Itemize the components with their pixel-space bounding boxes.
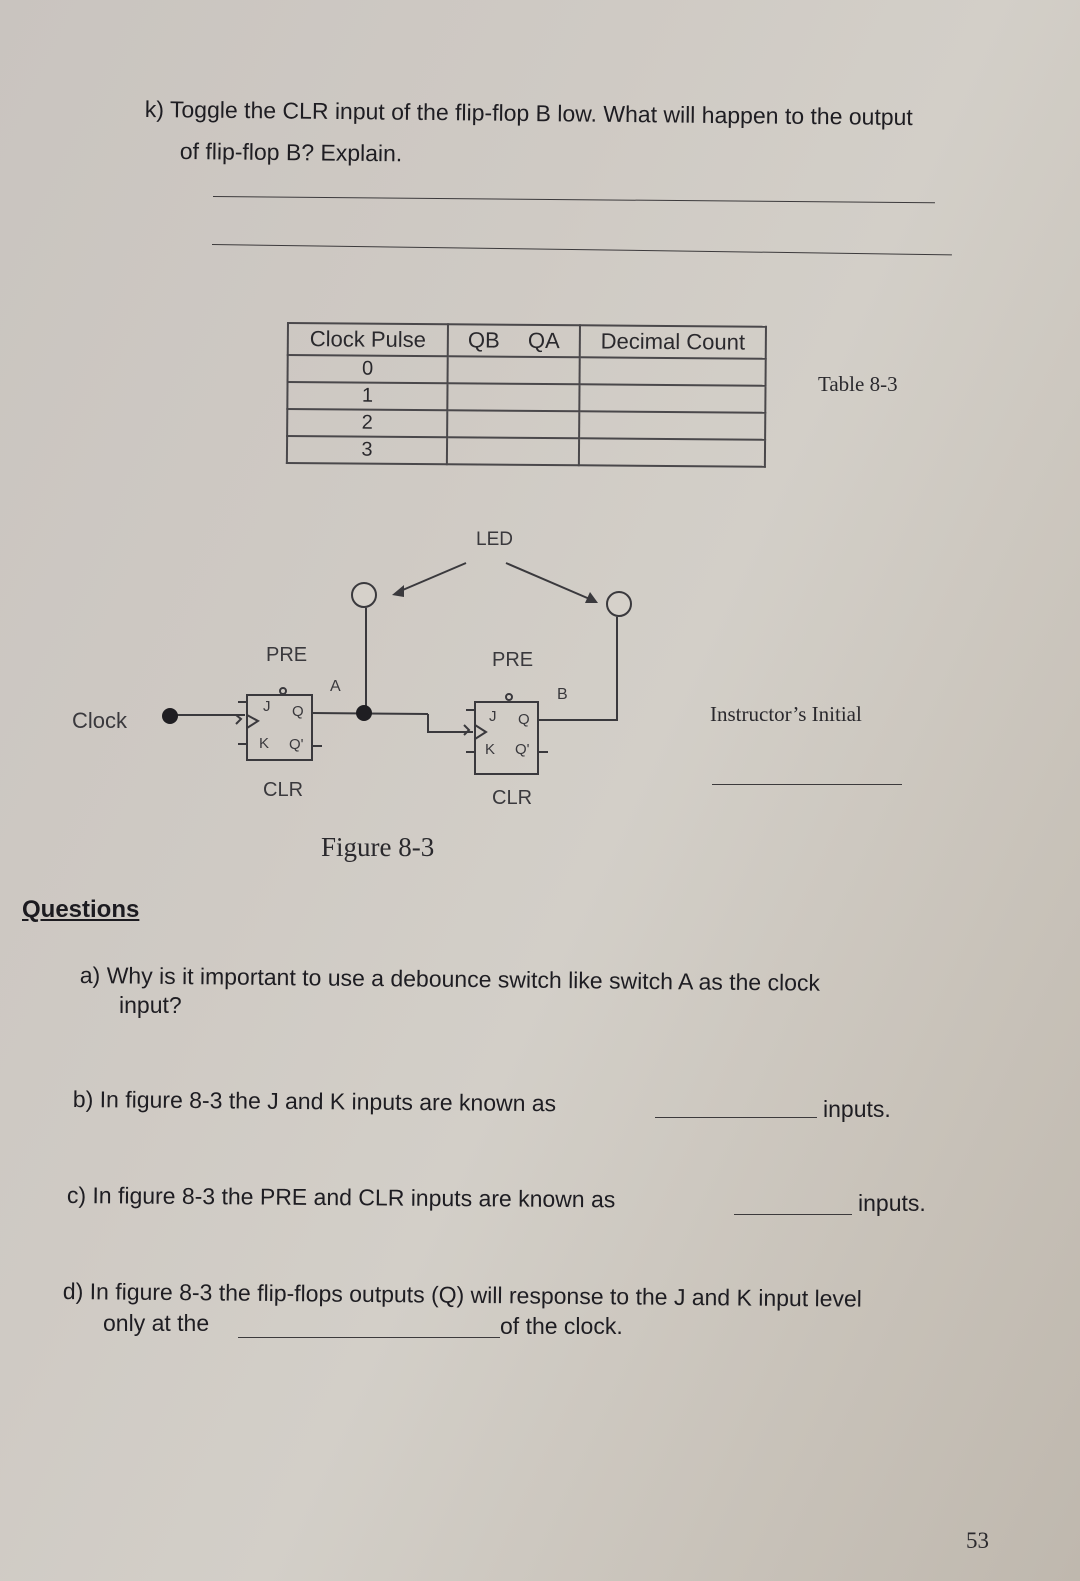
question-b-text: b) In figure 8-3 the J and K inputs are known as <box>72 1085 557 1117</box>
questions-heading: Questions <box>22 896 140 923</box>
led-arrow-right <box>506 563 592 600</box>
page-number: 53 <box>966 1528 989 1553</box>
header-decimal-count: Decimal Count <box>580 325 766 358</box>
ffb-name-label: B <box>557 686 568 703</box>
ffb-pre-label: PRE <box>492 649 534 671</box>
led-b-icon <box>607 592 631 616</box>
led-arrow-left <box>398 563 466 592</box>
header-qa: QA <box>527 327 560 354</box>
ffb-k-label: K <box>485 741 496 758</box>
ffb-q-label: Q <box>518 711 530 728</box>
table-row <box>288 355 766 386</box>
table-row <box>287 436 765 467</box>
question-k-line2: of flip-flop B? Explain. <box>179 137 403 167</box>
decimal-count-cell[interactable] <box>580 357 766 385</box>
question-a-line1: a) Why is it important to use a debounce switch like switch A as the clock <box>79 961 821 996</box>
ffa-k-label: K <box>259 735 270 752</box>
ffb-clr-label: CLR <box>492 787 533 809</box>
header-qb-qa <box>448 324 580 357</box>
answer-blank-d[interactable] <box>238 1337 500 1338</box>
figure-caption: Figure 8-3 <box>321 832 435 862</box>
instructor-initial-line[interactable] <box>712 784 902 785</box>
answer-line-k-2[interactable] <box>212 244 952 255</box>
clock-pulse-cell: 2 <box>287 409 447 437</box>
question-b-suffix: inputs. <box>823 1096 891 1122</box>
led-arrow-left-head <box>392 585 404 597</box>
ffa-name-label: A <box>330 678 341 695</box>
circuit-diagram <box>0 520 1080 840</box>
clock-input-dot <box>162 708 178 724</box>
qb-qa-cell[interactable] <box>447 410 579 438</box>
decimal-count-cell[interactable] <box>579 438 765 466</box>
ffa-q-label: Q <box>292 703 304 720</box>
question-d-line1: d) In figure 8-3 the flip-flops outputs (Q) will response to the J and K input level <box>62 1277 862 1312</box>
question-a-line2: input? <box>119 992 182 1018</box>
decimal-count-cell[interactable] <box>579 384 765 412</box>
question-d-suffix: of the clock. <box>500 1313 623 1339</box>
decimal-count-cell[interactable] <box>579 411 765 439</box>
junction-dot <box>356 705 372 721</box>
clock-pulse-cell: 1 <box>287 382 447 410</box>
qb-qa-cell[interactable] <box>447 383 579 411</box>
header-qb: QB <box>467 327 500 353</box>
led-a-icon <box>352 583 376 607</box>
clock-label: Clock <box>72 708 128 733</box>
header-clock-pulse: Clock Pulse <box>288 323 448 356</box>
ffa-pre-label: PRE <box>266 644 308 666</box>
qa-to-ffb-wire-2 <box>428 714 473 732</box>
ffa-qbar-label: Q' <box>289 736 304 753</box>
instructor-initial-label: Instructor’s Initial <box>710 702 862 726</box>
qb-to-led-wire <box>538 617 617 720</box>
question-k-line1: k) Toggle the CLR input of the flip-flop B low. What will happen to the output <box>144 95 913 131</box>
ffb-j-label: J <box>489 708 497 725</box>
answer-blank-b[interactable] <box>655 1117 817 1118</box>
table-header-row <box>288 323 766 359</box>
table-row <box>287 382 765 413</box>
table-caption: Table 8-3 <box>818 372 898 396</box>
qb-qa-cell[interactable] <box>447 437 579 465</box>
ffb-qbar-label: Q' <box>515 741 530 758</box>
question-c-suffix: inputs. <box>858 1190 926 1216</box>
clock-pulse-cell: 3 <box>287 436 447 464</box>
table-row <box>287 409 765 440</box>
qb-qa-cell[interactable] <box>448 356 580 384</box>
ffa-j-label: J <box>263 698 271 715</box>
answer-blank-c[interactable] <box>734 1214 852 1215</box>
question-d-line2: only at the <box>103 1310 210 1336</box>
ffa-clr-label: CLR <box>263 779 304 801</box>
clock-pulse-cell: 0 <box>288 355 448 383</box>
truth-table <box>286 322 767 468</box>
question-c-text: c) In figure 8-3 the PRE and CLR inputs are known as <box>66 1181 616 1213</box>
answer-line-k-1[interactable] <box>213 196 935 203</box>
led-label: LED <box>476 529 513 550</box>
